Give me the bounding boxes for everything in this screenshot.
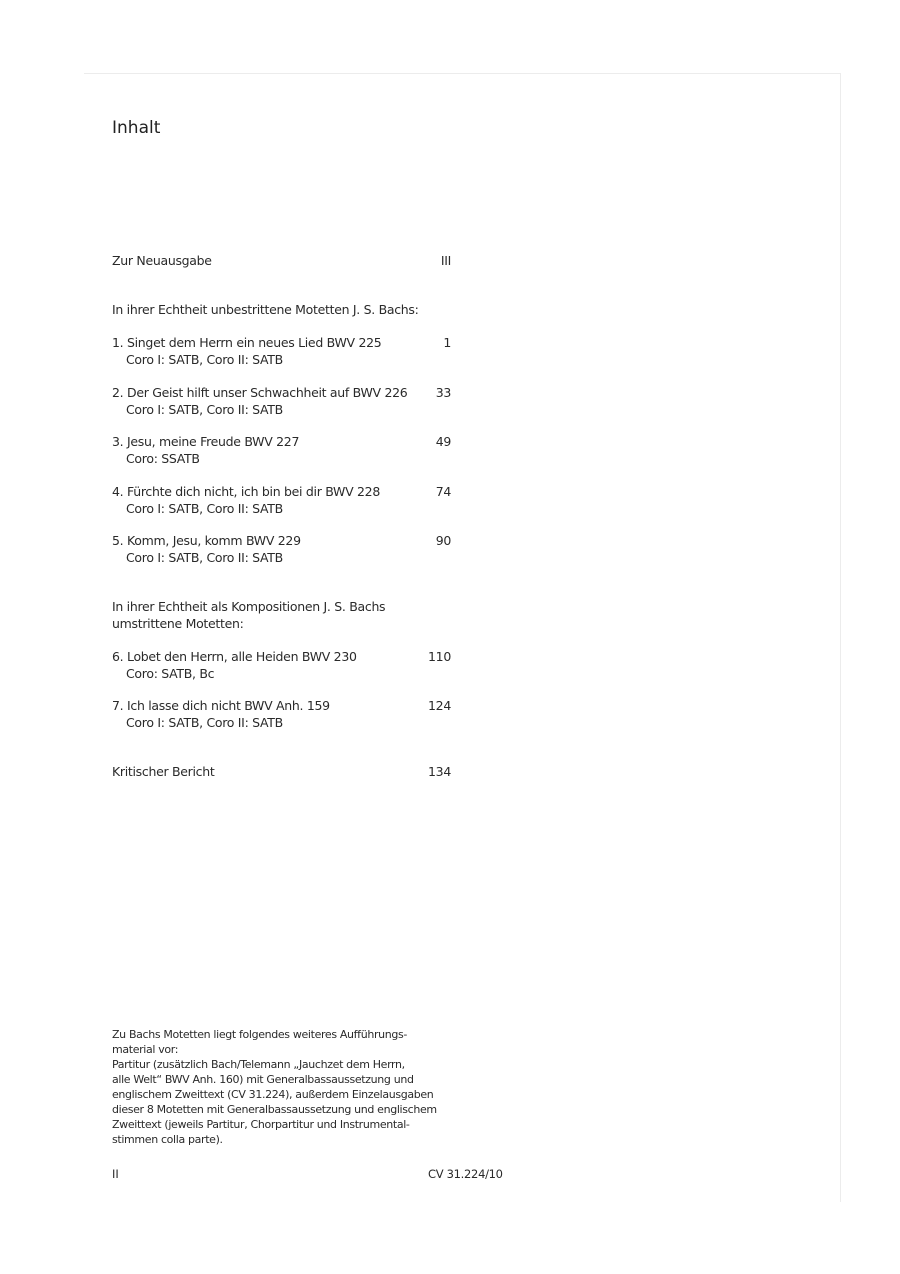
- toc-entry-bwv230[interactable]: 6. Lobet den Herrn, alle Heiden BWV 230: [112, 649, 357, 664]
- toc-entry-scoring: Coro I: SATB, Coro II: SATB: [126, 352, 283, 367]
- toc-entry-preface[interactable]: Zur Neuausgabe: [112, 253, 212, 268]
- toc-entry-scoring: Coro: SATB, Bc: [126, 666, 215, 681]
- note-line: stimmen colla parte).: [112, 1133, 223, 1146]
- toc-page-number: 49: [435, 434, 451, 449]
- toc-page-number: 1: [443, 335, 451, 350]
- toc-entry-scoring: Coro I: SATB, Coro II: SATB: [126, 501, 283, 516]
- note-line: englischem Zweittext (CV 31.224), außerdem Einzelausgaben: [112, 1088, 434, 1101]
- toc-entry-bwv229[interactable]: 5. Komm, Jesu, komm BWV 229: [112, 533, 301, 548]
- toc-entry-bwv226[interactable]: 2. Der Geist hilft unser Schwachheit auf BWV 226: [112, 385, 408, 400]
- performance-material-note: [112, 1027, 452, 1147]
- toc-entry-scoring: Coro: SSATB: [126, 451, 200, 466]
- note-line: Zu Bachs Motetten liegt folgendes weiteres Aufführungs-: [112, 1028, 407, 1041]
- note-line: dieser 8 Motetten mit Generalbassaussetzung und englischem: [112, 1103, 437, 1116]
- toc-page-number: 134: [428, 764, 451, 779]
- footer-catalog-code: CV 31.224/10: [428, 1167, 503, 1181]
- footer-page-number: II: [112, 1167, 119, 1181]
- section-heading-authentic: In ihrer Echtheit unbestrittene Motetten J. S. Bachs:: [112, 302, 419, 317]
- section-heading-disputed: In ihrer Echtheit als Kompositionen J. S. Bachs: [112, 599, 386, 614]
- toc-entry-bwv228[interactable]: 4. Fürchte dich nicht, ich bin bei dir BWV 228: [112, 484, 380, 499]
- note-line: Partitur (zusätzlich Bach/Telemann „Jauchzet dem Herrn,: [112, 1058, 405, 1071]
- note-line: Zweittext (jeweils Partitur, Chorpartitur und Instrumental-: [112, 1118, 410, 1131]
- toc-page-number: III: [440, 253, 451, 268]
- toc-entry-critical-report[interactable]: Kritischer Bericht: [112, 764, 215, 779]
- toc-page-number: 110: [428, 649, 451, 664]
- toc-page-number: 90: [435, 533, 451, 548]
- section-heading-disputed-cont: umstrittene Motetten:: [112, 616, 244, 631]
- toc-page-number: 33: [435, 385, 451, 400]
- toc-page-number: 74: [435, 484, 451, 499]
- toc-entry-bwv-anh159[interactable]: 7. Ich lasse dich nicht BWV Anh. 159: [112, 698, 330, 713]
- toc-page-number: 124: [428, 698, 451, 713]
- toc-entry-bwv227[interactable]: 3. Jesu, meine Freude BWV 227: [112, 434, 300, 449]
- toc-entry-scoring: Coro I: SATB, Coro II: SATB: [126, 715, 283, 730]
- note-line: material vor:: [112, 1043, 179, 1056]
- toc-entry-scoring: Coro I: SATB, Coro II: SATB: [126, 402, 283, 417]
- page-title: Inhalt: [112, 118, 161, 138]
- note-line: alle Welt“ BWV Anh. 160) mit Generalbassaussetzung und: [112, 1073, 414, 1086]
- toc-entry-scoring: Coro I: SATB, Coro II: SATB: [126, 550, 283, 565]
- toc-entry-bwv225[interactable]: 1. Singet dem Herrn ein neues Lied BWV 225: [112, 335, 382, 350]
